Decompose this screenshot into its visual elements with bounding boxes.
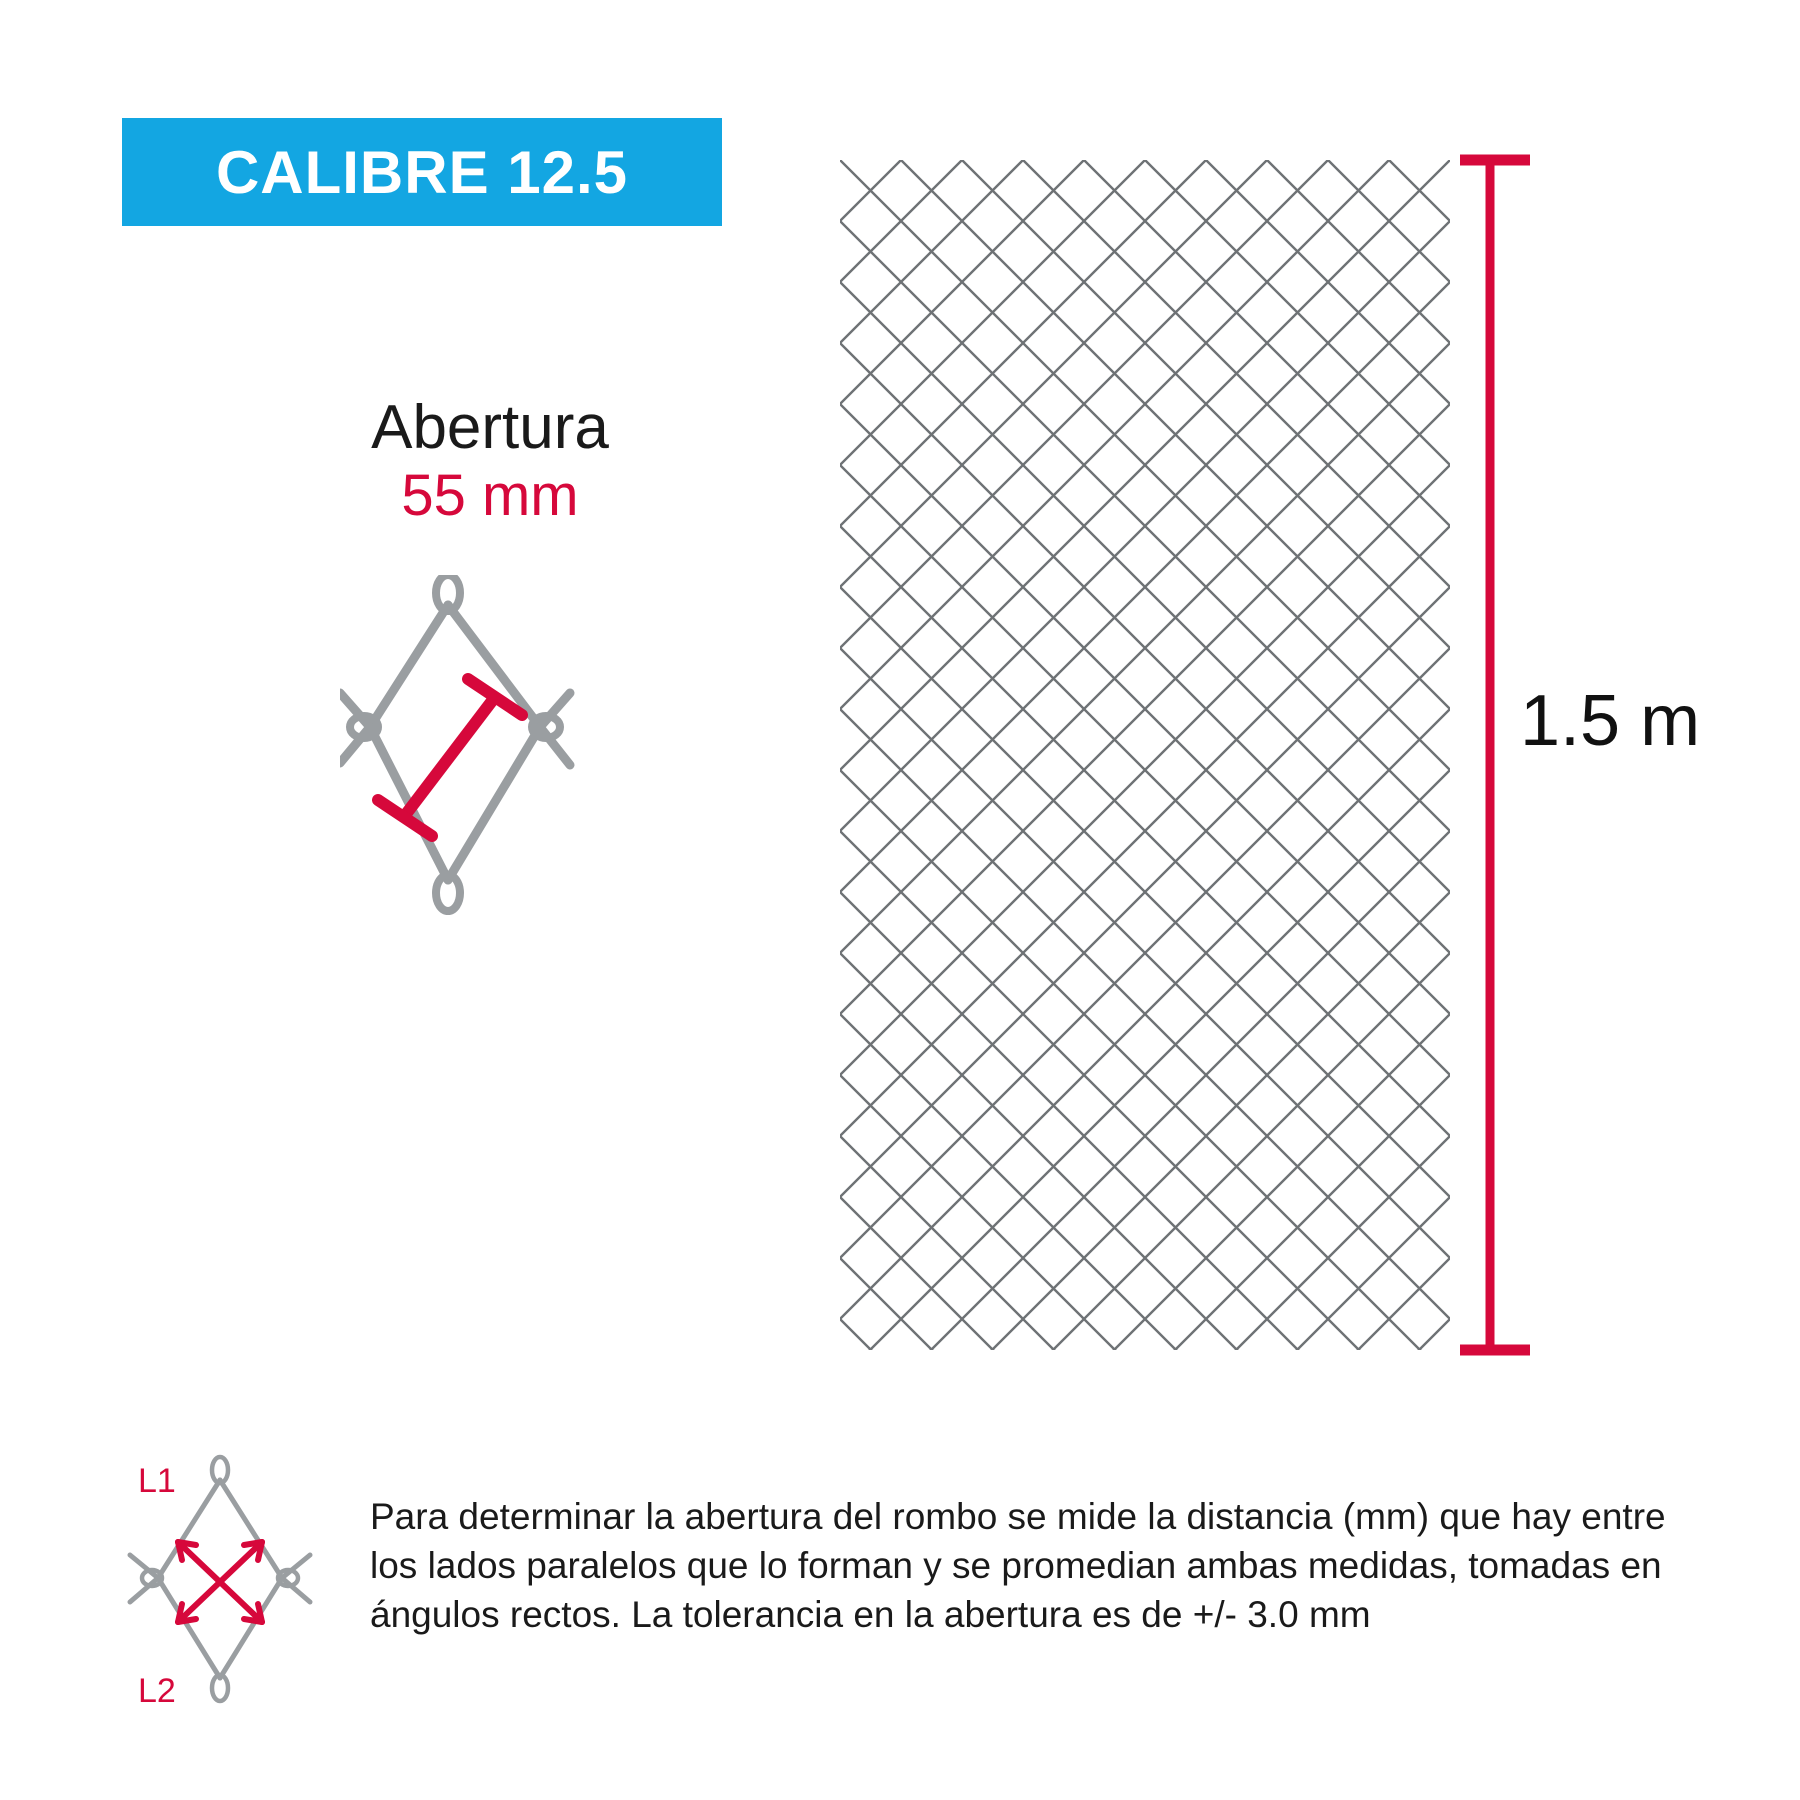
aperture-measure-arrow — [378, 679, 522, 836]
aperture-info — [290, 395, 690, 533]
chain-link-mesh-panel — [840, 160, 1450, 1350]
footer-label-l1: L1 — [138, 1462, 176, 1500]
mesh-pattern-fill — [840, 160, 1450, 1350]
footer-mesh-diagram — [120, 1450, 320, 1710]
aperture-value: 55 mm — [401, 463, 579, 529]
footer-note — [120, 1450, 1700, 1710]
calibre-badge-label: CALIBRE 12.5 — [215, 138, 629, 206]
footer-label-l2: L2 — [138, 1672, 176, 1710]
calibre-badge — [122, 118, 722, 226]
aperture-title: Abertura — [371, 393, 609, 462]
footer-description: Para determinar la abertura del rombo se mide la distancia (mm) que hay entre los lados paralelos que lo forman y se promedian ambas medidas, tomadas en ángulos rectos. La tolerancia en la abertura es de +/- 3.0 mm — [370, 1496, 1666, 1636]
mesh-detail-diagram — [340, 575, 670, 935]
footer-measure-arrows — [178, 1542, 262, 1622]
height-dimension-label: 1.5 m — [1520, 681, 1701, 761]
